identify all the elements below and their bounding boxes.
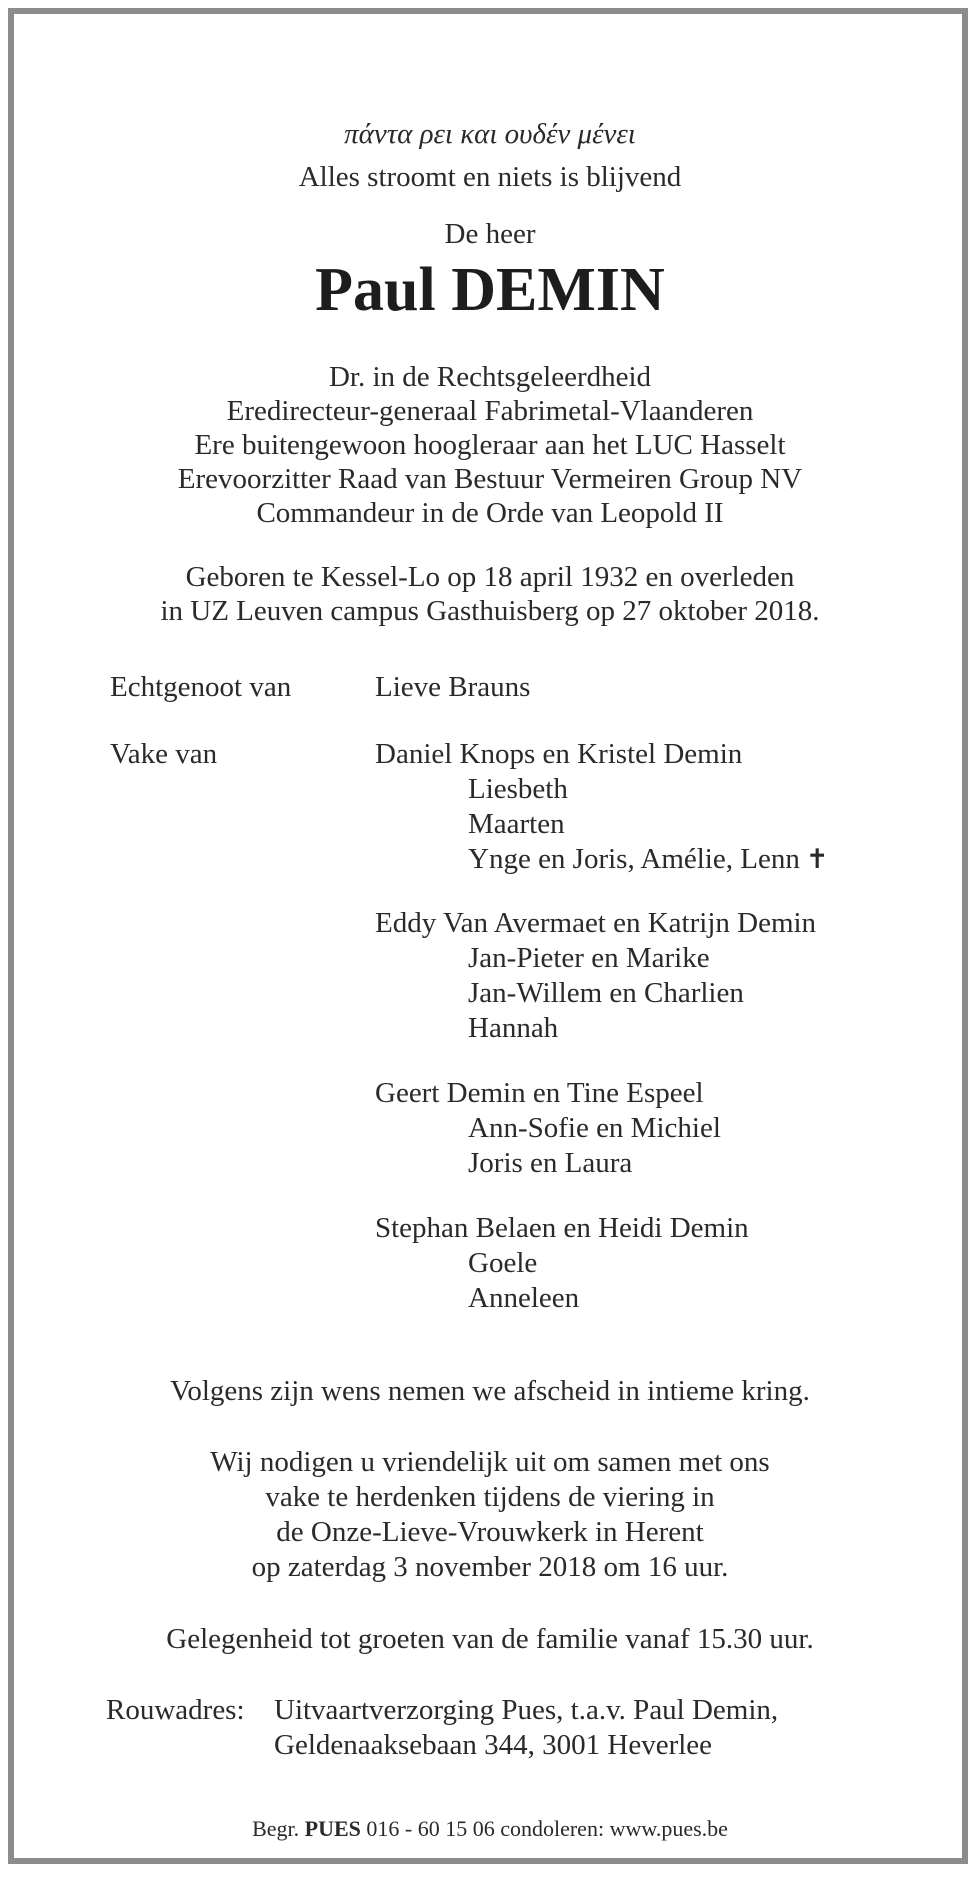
deceased-name: Paul DEMIN	[315, 256, 665, 324]
grandchild: Jan-Pieter en Marike	[468, 942, 710, 974]
footer	[0, 1816, 980, 1842]
grandchild: Ann-Sofie en Michiel	[468, 1112, 721, 1144]
family-group	[375, 1211, 749, 1316]
title-line: Ere buitengewoon hoogleraar aan het LUC Hasselt	[194, 429, 786, 461]
footer-website-link[interactable]: www.pues.be	[609, 1816, 728, 1841]
grandchild: Ynge en Joris, Amélie, Lenn	[468, 843, 800, 875]
grandchild: Goele	[468, 1247, 538, 1279]
spouse-name: Lieve Brauns	[375, 671, 531, 703]
title-line: Erevoorzitter Raad van Bestuur Vermeiren Group NV	[177, 463, 803, 495]
dutch-motto: Alles stroomt en niets is blijvend	[298, 161, 682, 193]
titles-list	[0, 360, 980, 530]
spouse-label: Echtgenoot van	[110, 671, 292, 703]
address-label: Rouwadres:	[106, 1694, 245, 1726]
title-line: Eredirecteur-generaal Fabrimetal-Vlaanderen	[226, 395, 754, 427]
footer-phone: 016 - 60 15 06	[366, 1816, 495, 1841]
family-parents: Daniel Knops en Kristel Demin	[375, 738, 743, 770]
family-group	[375, 737, 828, 877]
birth-death-notice	[0, 560, 980, 628]
greek-motto: πάντα ρει και ουδέν μένει	[344, 118, 636, 150]
address	[274, 1693, 778, 1763]
invitation-line: op zaterdag 3 november 2018 om 16 uur.	[251, 1551, 729, 1583]
grandchild: Anneleen	[468, 1282, 580, 1314]
title-line: Commandeur in de Orde van Leopold II	[256, 497, 724, 529]
birth-line: Geboren te Kessel-Lo op 18 april 1932 en overleden	[185, 561, 795, 593]
farewell-wish: Volgens zijn wens nemen we afscheid in intieme kring.	[170, 1375, 810, 1407]
greeting-notice: Gelegenheid tot groeten van de familie vanaf 15.30 uur.	[166, 1623, 814, 1655]
invitation-line: vake te herdenken tijdens de viering in	[265, 1481, 715, 1513]
grandchild-with-cross	[375, 842, 828, 877]
family-parents: Geert Demin en Tine Espeel	[375, 1077, 704, 1109]
invitation-line: Wij nodigen u vriendelijk uit om samen met ons	[210, 1446, 770, 1478]
family-parents: Stephan Belaen en Heidi Demin	[375, 1212, 749, 1244]
title-line: Dr. in de Rechtsgeleerdheid	[328, 361, 652, 393]
grandchild: Jan-Willem en Charlien	[468, 977, 744, 1009]
family-group	[375, 1076, 721, 1181]
footer-prefix: Begr.	[252, 1816, 300, 1841]
family-parents: Eddy Van Avermaet en Katrijn Demin	[375, 907, 817, 939]
invitation-line: de Onze-Lieve-Vrouwkerk in Herent	[276, 1516, 704, 1548]
cross-icon: ✝	[805, 844, 829, 875]
grandchild: Joris en Laura	[468, 1147, 633, 1179]
funeral-company: PUES	[304, 1816, 361, 1841]
grandchild: Maarten	[468, 808, 565, 840]
grandchild: Hannah	[468, 1012, 559, 1044]
address-line: Geldenaaksebaan 344, 3001 Heverlee	[274, 1729, 713, 1761]
grandchild: Liesbeth	[468, 773, 568, 805]
address-line: Uitvaartverzorging Pues, t.a.v. Paul Demin,	[274, 1694, 779, 1726]
invitation	[0, 1445, 980, 1585]
footer-condolence-label: condoleren:	[500, 1816, 605, 1841]
family-group	[375, 906, 816, 1046]
honorific: De heer	[444, 218, 536, 250]
death-line: in UZ Leuven campus Gasthuisberg op 27 oktober 2018.	[160, 595, 820, 627]
grandfather-label: Vake van	[110, 738, 218, 770]
